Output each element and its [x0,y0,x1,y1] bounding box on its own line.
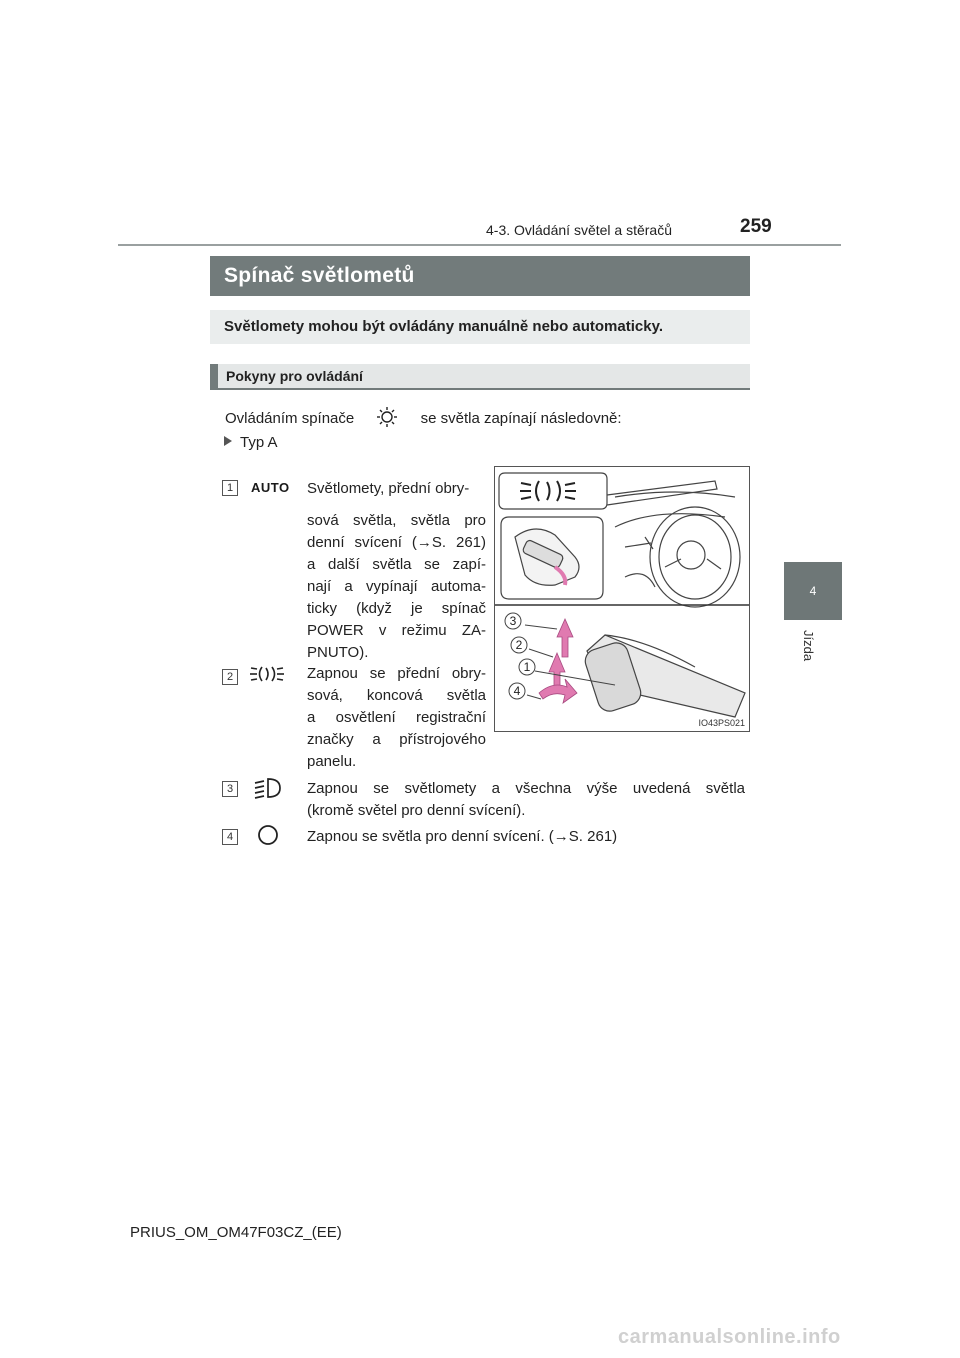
item-number-3: 3 [222,781,238,797]
type-label-text: Typ A [240,434,278,451]
page-number: 259 [740,216,772,237]
headlight-switch-illustration [494,466,750,732]
item-1-line: PNUTO). [307,644,369,661]
chapter-tab[interactable]: 4 [784,562,842,620]
item-number-2: 2 [222,669,238,685]
headlight-low-beam-icon [252,776,284,800]
item-3-line: (kromě světel pro denní svícení). [307,802,526,819]
parking-lights-icon [249,664,285,684]
item-2-line: a osvětlení registrační [307,709,486,726]
chapter-label [800,630,820,680]
operation-after: se světla zapínají následovně: [420,410,622,427]
item-1-line: Světlomety, přední obry- [307,480,470,497]
callout-1: 1 [523,660,531,674]
chapter-label-text: Jízda [801,630,816,662]
item-1-line: sová světla, světla pro [307,512,486,529]
item-4-line: Zapnou se světla pro denní svícení. (→S. 261) [307,828,618,845]
item-text-1 [307,478,486,664]
callout-2: 2 [515,638,523,652]
type-label [224,434,278,451]
item-text-2 [307,663,486,773]
callout-4: 4 [513,684,521,698]
item-1-line: ticky (když je spínač [307,600,486,617]
item-2-line: značky a přístrojového [307,731,486,748]
light-switch-icon [358,407,416,427]
subsection-title: Pokyny pro ovládání [210,364,750,390]
auto-mode-icon: AUTO [251,480,290,495]
intro-text: Světlomety mohou být ovládány manuálně nebo automaticky. [210,310,750,344]
item-2-line: sová, koncová světla [307,687,486,704]
item-2-line: panelu. [307,753,357,770]
header-rule [118,244,841,246]
item-number-4: 4 [222,829,238,845]
illustration-drawing [495,467,749,731]
operation-line [225,407,622,427]
item-3-line: Zapnou se světlomety a všechna výše uvedená světla [307,780,745,797]
item-2-line: Zapnou se přední obry- [307,665,486,682]
page-title: Spínač světlometů [210,256,750,296]
illustration-code: IO43PS021 [698,718,745,728]
item-1-line: denní svícení (→S. 261) [307,534,486,551]
item-text-3 [307,778,745,822]
operation-before: Ovládáním spínače [225,410,355,427]
drl-circle-icon [256,823,280,847]
document-id: PRIUS_OM_OM47F03CZ_(EE) [130,1224,342,1241]
item-1-line: nají a vypínají automa- [307,578,486,595]
section-header: 4-3. Ovládání světel a stěračů [486,222,672,238]
item-text-4 [307,826,745,848]
item-1-line: POWER v režimu ZA- [307,622,486,639]
item-number-1: 1 [222,480,238,496]
bullet-triangle-icon [224,436,232,446]
callout-3: 3 [509,614,517,628]
item-1-line: a další světla se zapí- [307,556,486,573]
watermark: carmanualsonline.info [618,1326,841,1348]
